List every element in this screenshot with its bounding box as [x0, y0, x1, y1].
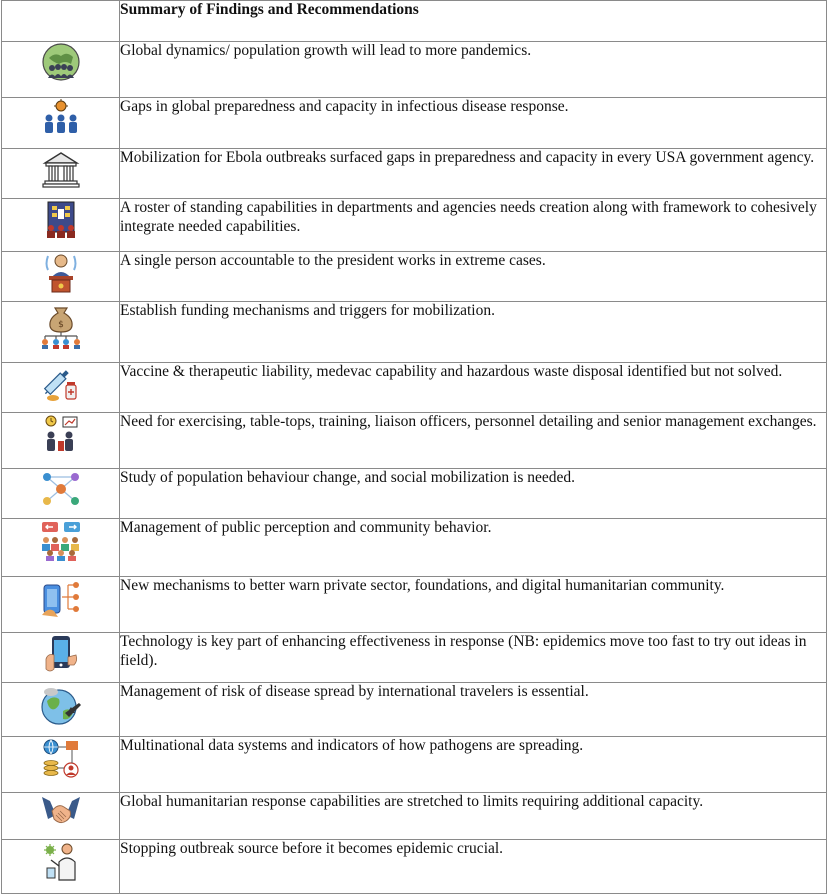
header-row — [2, 1, 827, 42]
icon-cell — [2, 793, 120, 840]
finding-text: A single person accountable to the president works in extreme cases. — [120, 252, 827, 302]
finding-text: Technology is key part of enhancing effectiveness in response (NB: epidemics move too fast to try out ideas in field). — [120, 633, 827, 683]
podium-speaker-icon — [42, 252, 80, 294]
icon-cell — [2, 98, 120, 149]
agency-building-people-icon — [42, 199, 80, 239]
vaccine-medicine-icon — [40, 363, 82, 405]
finding-text: Stopping outbreak source before it becomes epidemic crucial. — [120, 840, 827, 894]
finding-text: Management of risk of disease spread by international travelers is essential. — [120, 683, 827, 737]
table-row — [2, 302, 827, 363]
header-icon-cell — [2, 1, 120, 42]
table-row — [2, 840, 827, 894]
table-row — [2, 519, 827, 577]
icon-cell — [2, 633, 120, 683]
money-bag-hierarchy-icon — [37, 302, 85, 350]
table-row — [2, 98, 827, 149]
social-network-icon — [39, 469, 83, 509]
finding-text: Global dynamics/ population growth will lead to more pandemics. — [120, 42, 827, 98]
icon-cell — [2, 199, 120, 252]
table-row — [2, 42, 827, 98]
table-row — [2, 413, 827, 469]
table-title: Summary of Findings and Recommendations — [120, 1, 827, 42]
finding-text: New mechanisms to better warn private sector, foundations, and digital humanitarian community. — [120, 577, 827, 633]
icon-cell — [2, 149, 120, 199]
table-row — [2, 149, 827, 199]
icon-cell — [2, 302, 120, 363]
table-row — [2, 793, 827, 840]
icon-cell — [2, 737, 120, 793]
finding-text: Global humanitarian response capabilities are stretched to limits requiring additional capacity. — [120, 793, 827, 840]
table-row — [2, 683, 827, 737]
people-virus-icon — [41, 98, 81, 136]
finding-text: A roster of standing capabilities in departments and agencies needs creation along with framework to cohesively integrate needed capabilities. — [120, 199, 827, 252]
icon-cell — [2, 683, 120, 737]
finding-text: Need for exercising, table-tops, training, liaison officers, personnel detailing and senior management exchanges. — [120, 413, 827, 469]
icon-cell — [2, 363, 120, 413]
table-row — [2, 252, 827, 302]
icon-cell — [2, 840, 120, 894]
crowd-globe-icon — [41, 42, 81, 82]
finding-text: Establish funding mechanisms and triggers for mobilization. — [120, 302, 827, 363]
finding-text: Gaps in global preparedness and capacity in infectious disease response. — [120, 98, 827, 149]
table-row — [2, 363, 827, 413]
training-team-icon — [41, 413, 81, 455]
icon-cell — [2, 469, 120, 519]
data-network-icon — [40, 737, 82, 781]
icon-cell — [2, 413, 120, 469]
icon-cell — [2, 577, 120, 633]
finding-text: Multinational data systems and indicators of how pathogens are spreading. — [120, 737, 827, 793]
finding-text: Management of public perception and community behavior. — [120, 519, 827, 577]
icon-cell — [2, 252, 120, 302]
table-row — [2, 199, 827, 252]
finding-text: Mobilization for Ebola outbreaks surfaced gaps in preparedness and capacity in every USA government agency. — [120, 149, 827, 199]
researcher-virus-icon — [41, 840, 81, 882]
table-row — [2, 633, 827, 683]
globe-airplane-icon — [39, 683, 83, 727]
findings-table — [1, 0, 827, 894]
svg-text:$: $ — [57, 320, 64, 330]
table-row — [2, 577, 827, 633]
icon-cell — [2, 519, 120, 577]
phone-network-icon — [40, 577, 82, 619]
icon-cell — [2, 42, 120, 98]
finding-text: Study of population behaviour change, and social mobilization is needed. — [120, 469, 827, 519]
smartphone-hand-icon — [42, 633, 80, 675]
table-row — [2, 737, 827, 793]
table-row — [2, 469, 827, 519]
government-building-icon — [42, 149, 80, 189]
community-speech-icon — [39, 519, 83, 561]
handshake-icon — [40, 793, 82, 829]
finding-text: Vaccine & therapeutic liability, medevac capability and hazardous waste disposal identified but not solved. — [120, 363, 827, 413]
